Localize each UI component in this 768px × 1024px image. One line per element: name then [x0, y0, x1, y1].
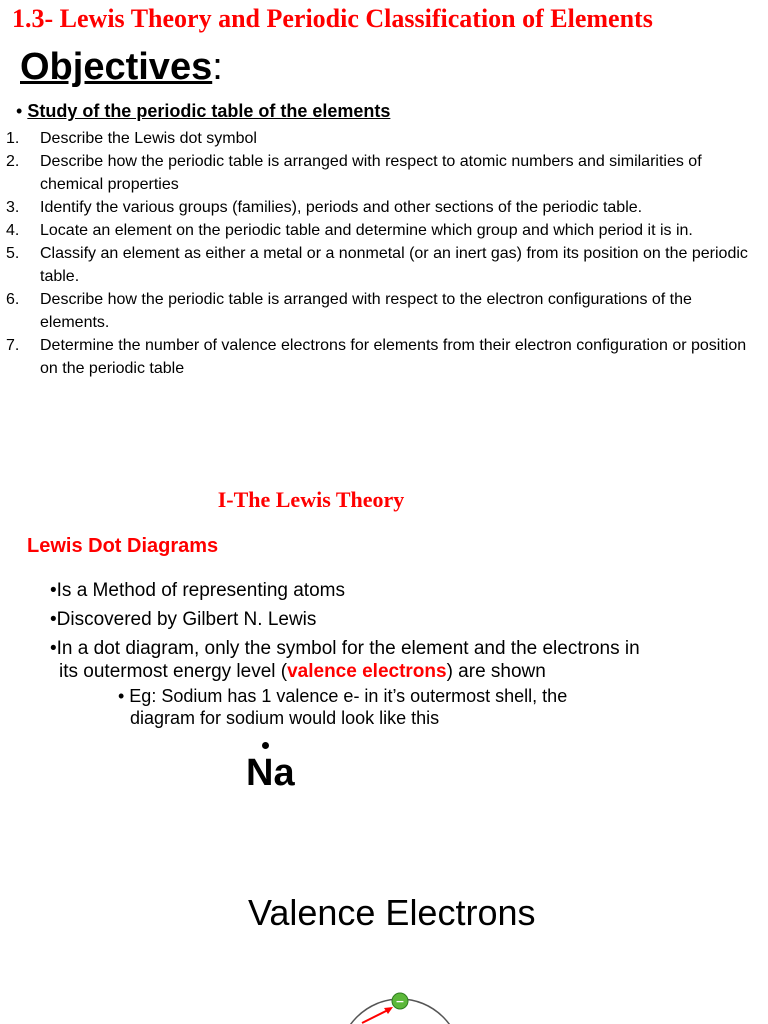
list-text: Identify the various groups (families), periods and other sections of the periodic table. [40, 199, 643, 216]
section-title: I-The Lewis Theory [217, 487, 405, 512]
atom-diagram [300, 985, 500, 1024]
valence-electrons-highlight: valence electrons [287, 661, 447, 682]
objectives-heading-text: Objectives [20, 46, 213, 88]
objectives-colon: : [212, 46, 223, 88]
bullet3-post: ) are shown [446, 661, 546, 682]
sodium-symbol: Na [246, 752, 295, 794]
sub-bullet-line1: • Eg: Sodium has 1 valence e- in it’s outermost shell, the [118, 686, 568, 706]
list-text: Classify an element as either a metal or a nonmetal (or an inert gas) from its position on the periodic table. [40, 245, 748, 285]
study-bullet [16, 101, 390, 122]
list-number: 7. [6, 337, 20, 354]
list-item [0, 288, 768, 334]
list-item [0, 196, 768, 219]
electron-minus-sign: − [395, 995, 405, 1008]
valence-dot [262, 742, 269, 749]
valence-electrons-title: Valence Electrons [248, 892, 536, 933]
list-number: 5. [6, 245, 20, 262]
list-text: Describe the Lewis dot symbol [40, 130, 257, 147]
list-item [0, 219, 768, 242]
objectives-list [0, 127, 768, 380]
list-item [0, 150, 768, 196]
sub-bullet-line2: diagram for sodium would look like this [130, 708, 440, 728]
study-text: Study of the periodic table of the elements [27, 101, 391, 121]
list-text: Locate an element on the periodic table and determine which group and which period it is in. [40, 222, 693, 239]
objectives-heading [20, 46, 223, 89]
bullet-dot-diagram-line2 [59, 660, 546, 683]
list-item [0, 242, 768, 288]
list-text: Describe how the periodic table is arranged with respect to atomic numbers and similarities of chemical properties [40, 153, 702, 193]
list-text: Determine the number of valence electrons for elements from their electron configuration or position on the periodic table [40, 337, 747, 377]
bullet-symbol: • [16, 101, 23, 121]
list-item [0, 127, 768, 150]
bullet-method: •Is a Method of representing atoms [50, 580, 345, 601]
list-number: 3. [6, 199, 20, 216]
electron-arrow [362, 1009, 390, 1023]
bullet-dot-diagram-line1: •In a dot diagram, only the symbol for the element and the electrons in [50, 638, 640, 659]
atom-diagram-svg [300, 985, 500, 1024]
list-number: 1. [6, 130, 20, 147]
list-number: 6. [6, 291, 20, 308]
lewis-dot-diagrams-heading: Lewis Dot Diagrams [27, 535, 219, 557]
list-number: 4. [6, 222, 20, 239]
bullet3-pre: its outermost energy level ( [59, 661, 288, 682]
list-text: Describe how the periodic table is arranged with respect to the electron configurations of the elements. [40, 291, 692, 331]
list-number: 2. [6, 153, 20, 170]
list-item [0, 334, 768, 380]
page-title: 1.3- Lewis Theory and Periodic Classification of Elements [12, 4, 653, 33]
bullet-discovered: •Discovered by Gilbert N. Lewis [50, 609, 317, 630]
